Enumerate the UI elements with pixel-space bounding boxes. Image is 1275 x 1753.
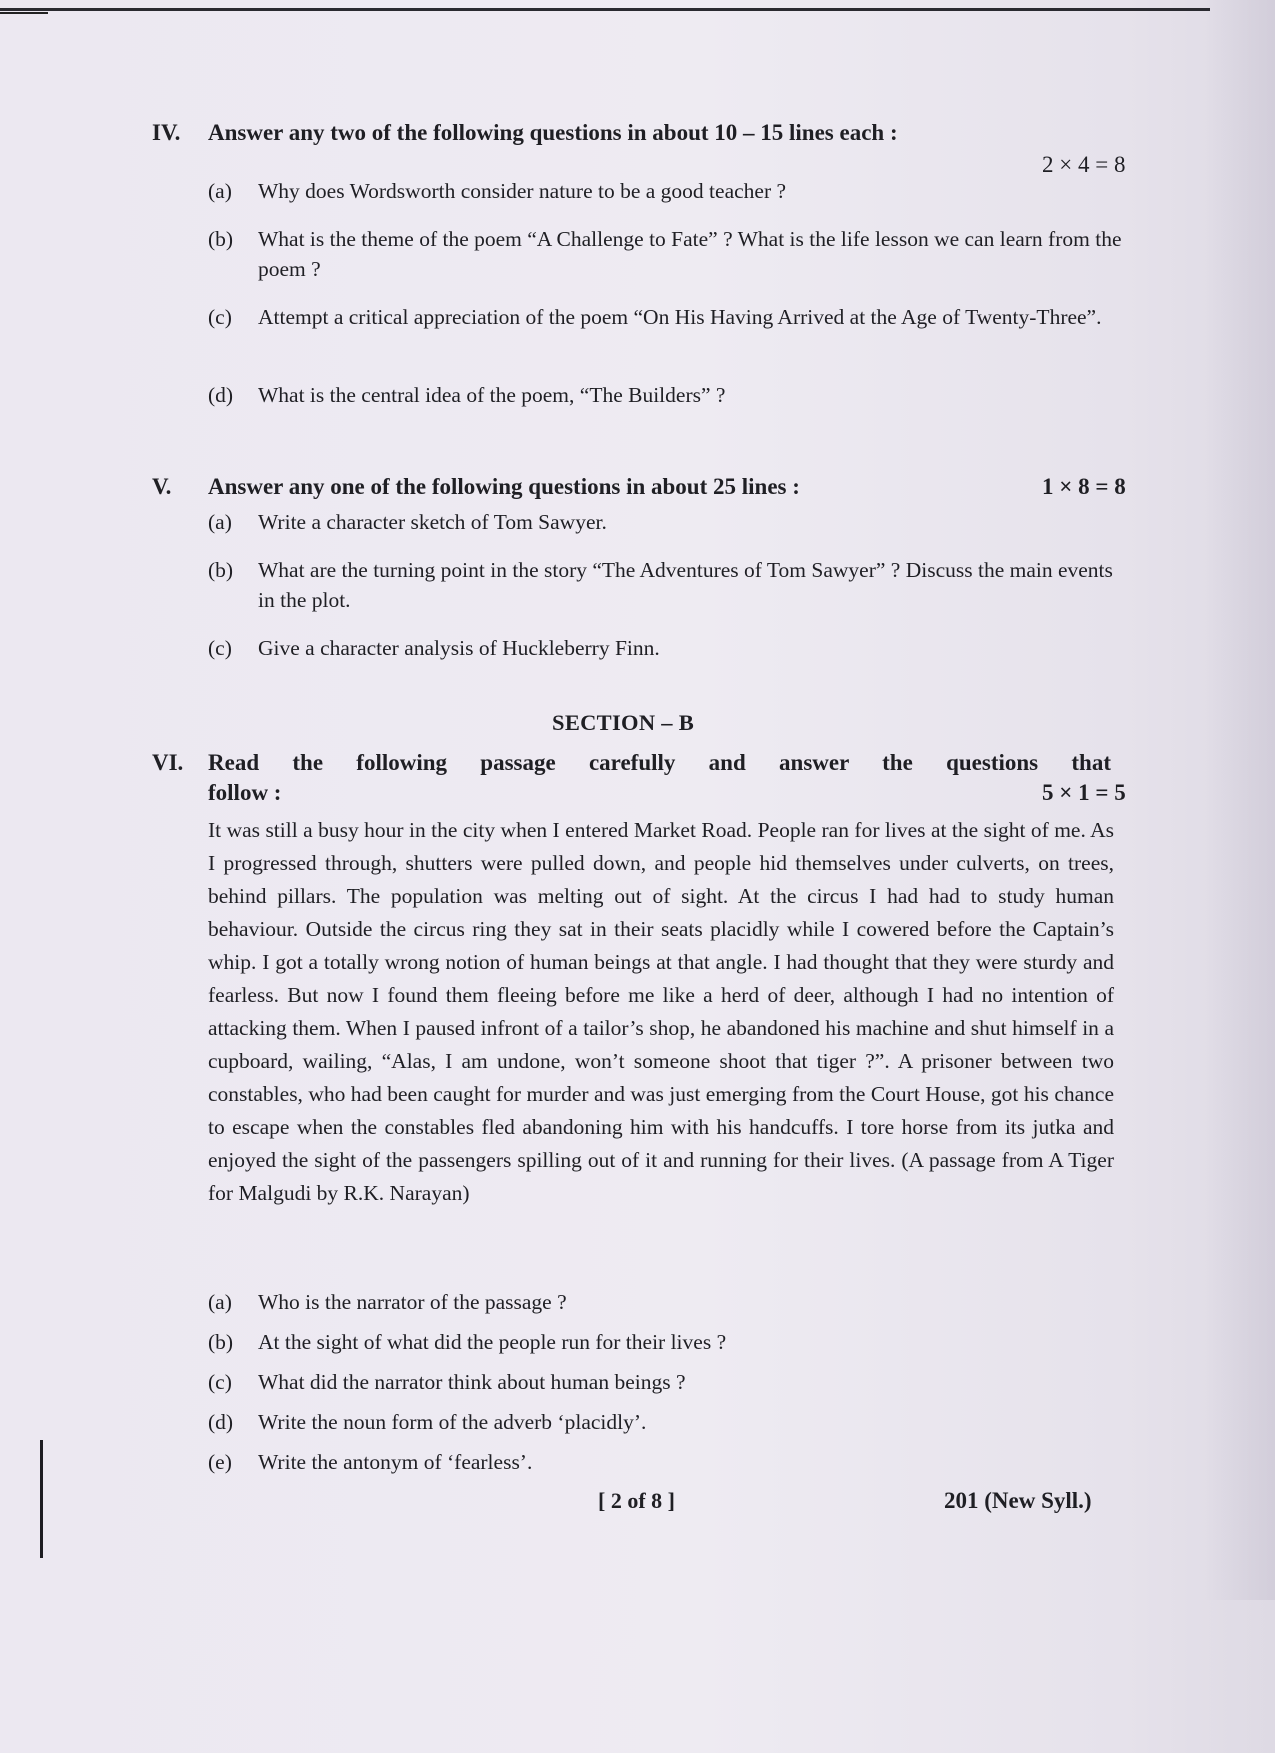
item-label: (e)	[208, 1450, 232, 1474]
item-text: Write a character sketch of Tom Sawyer.	[258, 510, 607, 534]
item-label: (b)	[208, 558, 234, 582]
item-label: (b)	[208, 227, 234, 251]
q4-number: IV.	[152, 120, 181, 145]
q5-item-c	[208, 633, 1128, 663]
item-label: (d)	[208, 1410, 234, 1434]
q6-heading-line2: follow :	[208, 780, 282, 805]
q6-heading-line1: Read the following passage carefully and answer the questions that	[208, 750, 1111, 775]
q5-item-b	[208, 555, 1128, 615]
item-label: (b)	[208, 1330, 234, 1354]
q6-item-e	[208, 1447, 1128, 1477]
top-rule	[0, 8, 1210, 11]
q4-item-a	[208, 176, 1128, 206]
item-label: (a)	[208, 179, 232, 203]
item-text: Who is the narrator of the passage ?	[258, 1290, 567, 1314]
paper-code: 201 (New Syll.)	[944, 1488, 1092, 1513]
item-text: Attempt a critical appreciation of the poem “On His Having Arrived at the Age of Twenty-Three”.	[258, 305, 1102, 329]
margin-mark	[40, 1440, 43, 1558]
item-text: Write the noun form of the adverb ‘placidly’.	[258, 1410, 647, 1434]
q6-item-c	[208, 1367, 1128, 1397]
q6-marks: 5 × 1 = 5	[1042, 780, 1126, 805]
item-text: What are the turning point in the story “The Adventures of Tom Sawyer” ? Discuss the main events in the plot.	[258, 558, 1113, 612]
item-text: What did the narrator think about human beings ?	[258, 1370, 686, 1394]
top-left-mark	[0, 12, 48, 14]
q4-item-b	[208, 224, 1128, 284]
item-label: (c)	[208, 636, 232, 660]
q4-item-c	[208, 302, 1128, 332]
q5-item-a	[208, 507, 1128, 537]
q4-marks: 2 × 4 = 8	[1042, 152, 1126, 177]
page-edge-shadow	[1205, 0, 1275, 1600]
item-text: What is the central idea of the poem, “The Builders” ?	[258, 383, 726, 407]
q4-item-d	[208, 380, 1128, 410]
item-text: Write the antonym of ‘fearless’.	[258, 1450, 533, 1474]
item-label: (c)	[208, 1370, 232, 1394]
item-text: What is the theme of the poem “A Challenge to Fate” ? What is the life lesson we can learn from the poem ?	[258, 227, 1122, 281]
section-b-title: SECTION – B	[552, 710, 695, 735]
q6-item-a	[208, 1287, 1128, 1317]
q5-heading: Answer any one of the following questions in about 25 lines :	[208, 474, 800, 499]
page-number: [ 2 of 8 ]	[598, 1488, 675, 1513]
item-text: At the sight of what did the people run for their lives ?	[258, 1330, 727, 1354]
q6-number: VI.	[152, 750, 184, 775]
q6-passage: It was still a busy hour in the city when I entered Market Road. People ran for lives at the sight of me. As I progressed through, shutters were pulled down, and people hid themselves under culverts, on trees, behind pillars. The population was melting out of sight. At the circus I had had to study human behaviour. Outside the circus ring they sat in their seats placidly while I cowered before the Captain’s whip. I got a totally wrong notion of human beings at that angle. I had thought that they were sturdy and fearless. But now I found them fleeing before me like a herd of deer, although I had no intention of attacking them. When I paused infront of a tailor’s shop, he abandoned his machine and shut himself in a cupboard, wailing, “Alas, I am undone, won’t someone shoot that tiger ?”. A prisoner between two constables, who had been caught for murder and was just emerging from the Court House, got his chance to escape when the constables fled abandoning him with his handcuffs. I tore horse from its jutka and enjoyed the sight of the passengers spilling out of it and running for their lives. (A passage from A Tiger for Malgudi by R.K. Narayan)	[208, 818, 1114, 1205]
q6-item-b	[208, 1327, 1128, 1357]
q6-item-d	[208, 1407, 1128, 1437]
item-label: (d)	[208, 383, 234, 407]
item-label: (a)	[208, 1290, 232, 1314]
item-text: Why does Wordsworth consider nature to be a good teacher ?	[258, 179, 787, 203]
q5-number: V.	[152, 474, 172, 499]
q4-heading: Answer any two of the following questions in about 10 – 15 lines each :	[208, 120, 898, 145]
item-label: (a)	[208, 510, 232, 534]
q5-marks: 1 × 8 = 8	[1042, 474, 1126, 499]
item-label: (c)	[208, 305, 232, 329]
item-text: Give a character analysis of Huckleberry Finn.	[258, 636, 660, 660]
